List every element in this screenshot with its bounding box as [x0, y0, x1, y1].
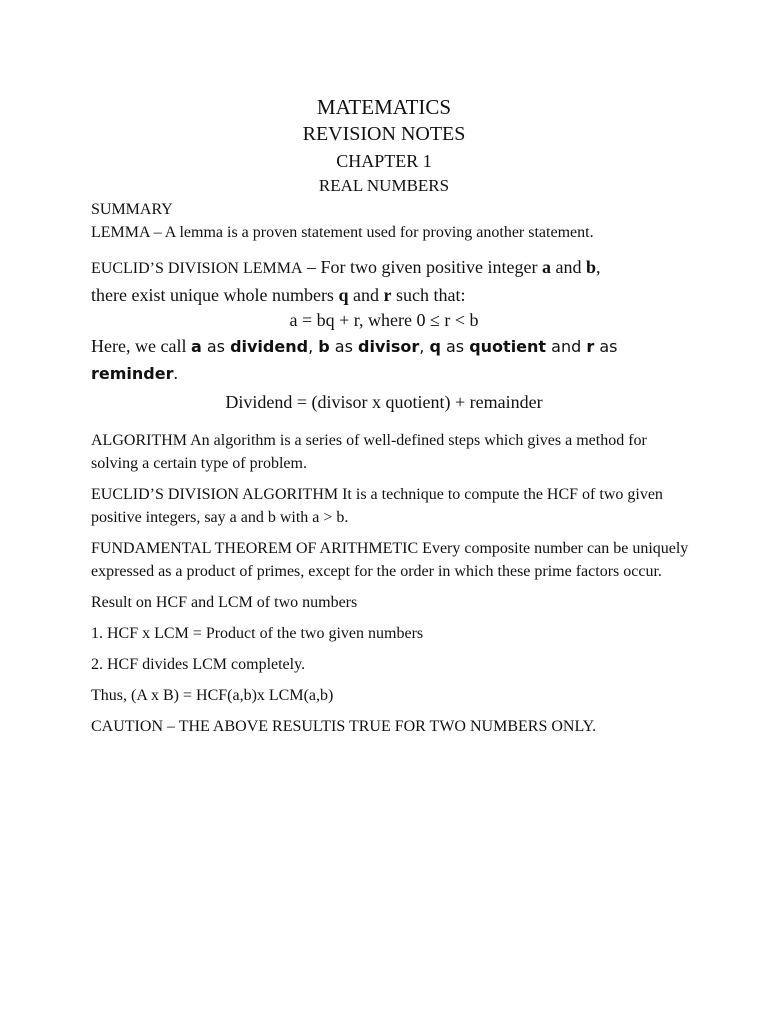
result-item-2: 2. HCF divides LCM completely.	[91, 656, 306, 673]
and-text: and	[551, 257, 587, 277]
algorithm-paragraph: ALGORITHM An algorithm is a series of well-defined steps which gives a method for solving a certain type of problem.	[91, 432, 647, 472]
line2-start: there exist unique whole numbers	[91, 285, 339, 305]
chapter-topic: REAL NUMBERS	[318, 176, 450, 195]
dividend-word: dividend	[230, 337, 309, 356]
as-text: as	[440, 337, 470, 356]
division-formula: a = bq + r, where 0 ≤ r < b	[289, 310, 479, 330]
and-text: and	[348, 285, 384, 305]
euclid-lemma-heading: EUCLID’S DIVISION LEMMA	[91, 260, 303, 277]
result-item-1: 1. HCF x LCM = Product of the two given numbers	[91, 625, 424, 642]
period-text: .	[173, 363, 178, 383]
sep-text: ,	[308, 337, 319, 356]
comma-text: ,	[596, 257, 601, 277]
euclid-lemma-section	[91, 254, 691, 415]
here-r: r	[586, 337, 595, 356]
here-start: Here, we call	[91, 336, 191, 356]
title-block	[0, 94, 768, 198]
lemma-paragraph: LEMMA – A lemma is a proven statement used for proving another statement.	[91, 224, 594, 241]
var-b: b	[586, 257, 597, 277]
chapter-heading: CHAPTER 1	[336, 151, 432, 171]
as-text: as	[201, 337, 231, 356]
here-line	[91, 333, 691, 360]
line2-end: such that:	[391, 285, 466, 305]
as-text: as	[329, 337, 358, 356]
as-text: as	[594, 337, 618, 356]
divisor-word: divisor	[358, 337, 420, 356]
var-r: r	[383, 285, 392, 305]
here-q: q	[429, 337, 441, 356]
fundamental-theorem-paragraph: FUNDAMENTAL THEOREM OF ARITHMETIC Every composite number can be uniquely expressed as a product of primes, except for the order in which these prime factors occur.	[91, 540, 689, 580]
quotient-word: quotient	[469, 337, 547, 356]
document-subtitle: REVISION NOTES	[302, 123, 466, 145]
and-text: and	[546, 337, 587, 356]
summary-label: SUMMARY	[91, 201, 173, 218]
dividend-formula: Dividend = (divisor x quotient) + remainder	[225, 392, 543, 412]
here-b: b	[318, 337, 330, 356]
sep-text: ,	[419, 337, 430, 356]
var-a: a	[542, 257, 552, 277]
reminder-line	[91, 360, 691, 387]
var-q: q	[338, 285, 349, 305]
result-heading: Result on HCF and LCM of two numbers	[91, 594, 358, 611]
euclid-lemma-line2	[91, 282, 691, 308]
notes-body	[91, 198, 691, 738]
euclid-lemma-intro: – For two given positive integer	[302, 257, 543, 277]
here-a: a	[190, 337, 202, 356]
document-title: MATEMATICS	[316, 95, 452, 119]
euclid-lemma-line1	[91, 254, 691, 282]
euclid-algorithm-paragraph: EUCLID’S DIVISION ALGORITHM It is a technique to compute the HCF of two given positive integers, say a and b with a > b.	[91, 486, 663, 526]
caution-note: CAUTION – THE ABOVE RESULTIS TRUE FOR TWO NUMBERS ONLY.	[91, 718, 597, 735]
reminder-word: reminder	[91, 364, 174, 383]
thus-statement: Thus, (A x B) = HCF(a,b)x LCM(a,b)	[91, 687, 334, 704]
